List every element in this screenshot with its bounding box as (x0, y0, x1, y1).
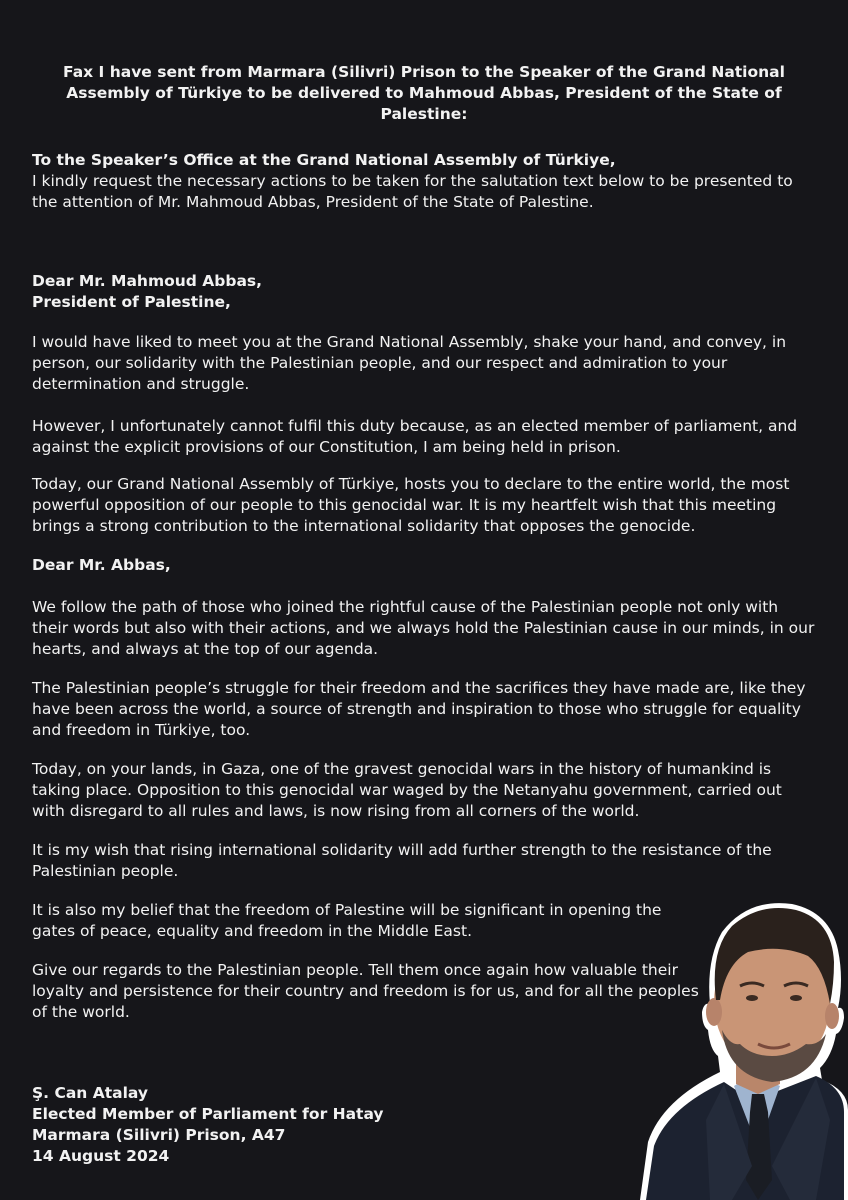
signature-location: Marmara (Silivri) Prison, A47 (32, 1126, 286, 1144)
paragraph-text: Today, on your lands, in Gaza, one of the gravest genocidal wars in the history of humankind is taking place. Opposition to this genocidal war waged by the Netanyahu government, carried out with disregard to all rules and laws, is now rising from all corners of the world. (32, 760, 782, 820)
salutation-line-1: Dear Mr. Mahmoud Abbas, (32, 272, 263, 290)
paragraph-text: However, I unfortunately cannot fulfil this duty because, as an elected member of parliament, and against the explicit provisions of our Constitution, I am being held in prison. (32, 417, 798, 456)
paragraph-text: It is my wish that rising international solidarity will add further strength to the resistance of the Palestinian people. (32, 841, 772, 880)
portrait-photo (640, 880, 848, 1200)
paragraph-text: I would have liked to meet you at the Grand National Assembly, shake your hand, and convey, in person, our solidarity with the Palestinian people, and our respect and admiration to your determination and struggle. (32, 333, 787, 393)
request-body: I kindly request the necessary actions to be taken for the salutation text below to be presented to the attention of Mr. Mahmoud Abbas, President of the State of Palestine. (32, 172, 793, 211)
paragraph (32, 332, 818, 395)
paragraph (32, 960, 702, 1023)
paragraph-text: The Palestinian people’s struggle for their freedom and the sacrifices they have made are, like they have been across the world, a source of strength and inspiration to those who struggle for equality and freedom in Türkiye, too. (32, 679, 806, 739)
signature-name: Ş. Can Atalay (32, 1084, 148, 1102)
paragraph-text: Today, our Grand National Assembly of Türkiye, hosts you to declare to the entire world, the most powerful opposition of our people to this genocidal war. It is my heartfelt wish that this meeting brings a strong contribution to the international solidarity that opposes the genocide. (32, 475, 790, 535)
letter-title: Fax I have sent from Marmara (Silivri) Prison to the Speaker of the Grand National Assembly of Türkiye to be delivered to Mahmoud Abbas, President of the State of Palestine: (63, 63, 785, 123)
paragraph-text: Give our regards to the Palestinian people. Tell them once again how valuable their loyalty and persistence for their country and freedom is for us, and for all the peoples of the world. (32, 961, 699, 1021)
paragraph (32, 900, 702, 942)
paragraph (32, 416, 818, 458)
paragraph-text: We follow the path of those who joined the rightful cause of the Palestinian people not only with their words but also with their actions, and we always hold the Palestinian cause in our minds, in our hearts, and always at the top of our agenda. (32, 598, 815, 658)
paragraph-text: It is also my belief that the freedom of Palestine will be significant in opening the gates of peace, equality and freedom in the Middle East. (32, 901, 662, 940)
request-block (32, 150, 818, 213)
paragraph (32, 597, 818, 660)
signature-role: Elected Member of Parliament for Hatay (32, 1105, 384, 1123)
salutation-2: Dear Mr. Abbas, (32, 556, 171, 574)
salutation-line-2: President of Palestine, (32, 293, 231, 311)
paragraph (32, 759, 818, 822)
signature-date: 14 August 2024 (32, 1147, 170, 1165)
paragraph (32, 840, 818, 882)
paragraph (32, 474, 818, 537)
salutation-block (32, 271, 818, 313)
paragraph (32, 678, 818, 741)
request-heading: To the Speaker’s Office at the Grand National Assembly of Türkiye, (32, 151, 616, 169)
